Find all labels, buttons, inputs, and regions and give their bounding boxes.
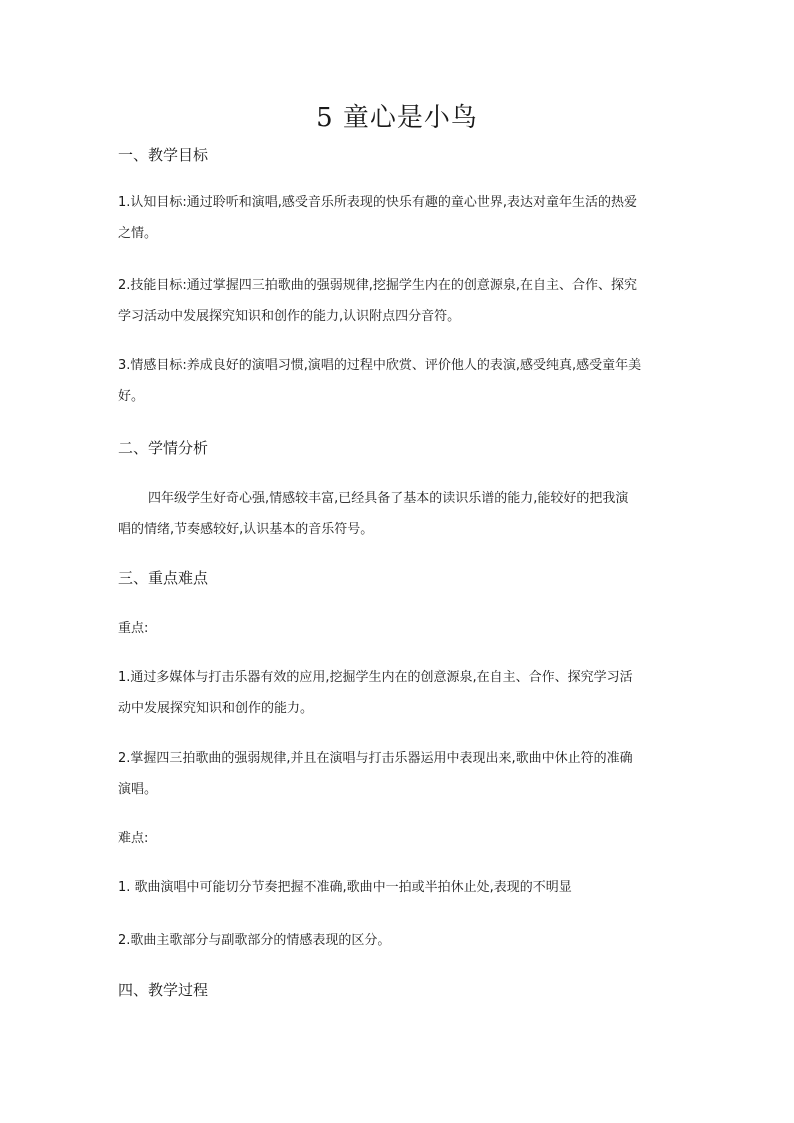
paragraph-line: 唱的情绪,节奏感较好,认识基本的音乐符号。 bbox=[118, 522, 374, 537]
paragraph-line: 好。 bbox=[118, 389, 145, 404]
key-point-item-2 bbox=[118, 743, 678, 805]
difficult-point-item-1 bbox=[118, 872, 678, 903]
paragraph-line: 之情。 bbox=[118, 226, 158, 241]
document-title: 5 童心是小鸟 bbox=[316, 103, 478, 133]
key-point-item-1 bbox=[118, 662, 678, 724]
paragraph-line: 1.认知目标:通过聆听和演唱,感受音乐所表现的快乐有趣的童心世界,表达对童年生活的热爱 bbox=[118, 195, 638, 210]
goal-item-cognitive bbox=[118, 187, 678, 249]
paragraph-line: 学习活动中发展探究知识和创作的能力,认识附点四分音符。 bbox=[118, 309, 461, 324]
goal-item-skill bbox=[118, 270, 678, 332]
paragraph-line: 1.通过多媒体与打击乐器有效的应用,挖掘学生内在的创意源泉,在自主、合作、探究学习活 bbox=[118, 670, 633, 685]
paragraph-line: 2.技能目标:通过掌握四三拍歌曲的强弱规律,挖掘学生内在的创意源泉,在自主、合作、探究 bbox=[118, 278, 638, 293]
section-heading-key-difficult-points: 三、重点难点 bbox=[118, 569, 209, 587]
key-points-label: 重点: bbox=[118, 621, 149, 636]
paragraph-line: 四年级学生好奇心强,情感较丰富,已经具备了基本的读识乐谱的能力,能较好的把我演 bbox=[148, 491, 629, 506]
paragraph-line: 2.歌曲主歌部分与副歌部分的情感表现的区分。 bbox=[118, 933, 391, 948]
paragraph-line: 演唱。 bbox=[118, 782, 158, 797]
paragraph-line: 2.掌握四三拍歌曲的强弱规律,并且在演唱与打击乐器运用中表现出来,歌曲中休止符的准确 bbox=[118, 751, 633, 766]
section-heading-teaching-goals: 一、教学目标 bbox=[118, 146, 209, 164]
section-heading-student-analysis: 二、学情分析 bbox=[118, 439, 209, 457]
student-analysis-paragraph bbox=[118, 483, 678, 545]
paragraph-line: 3.情感目标:养成良好的演唱习惯,演唱的过程中欣赏、评价他人的表演,感受纯真,感受童年美 bbox=[118, 358, 642, 373]
section-heading-teaching-process: 四、教学过程 bbox=[118, 981, 209, 999]
goal-item-emotion bbox=[118, 350, 678, 412]
difficult-point-item-2 bbox=[118, 925, 678, 956]
difficult-points-label: 难点: bbox=[118, 831, 149, 846]
paragraph-line: 1. 歌曲演唱中可能切分节奏把握不准确,歌曲中一拍或半拍休止处,表现的不明显 bbox=[118, 880, 572, 895]
paragraph-line: 动中发展探究知识和创作的能力。 bbox=[118, 701, 314, 716]
